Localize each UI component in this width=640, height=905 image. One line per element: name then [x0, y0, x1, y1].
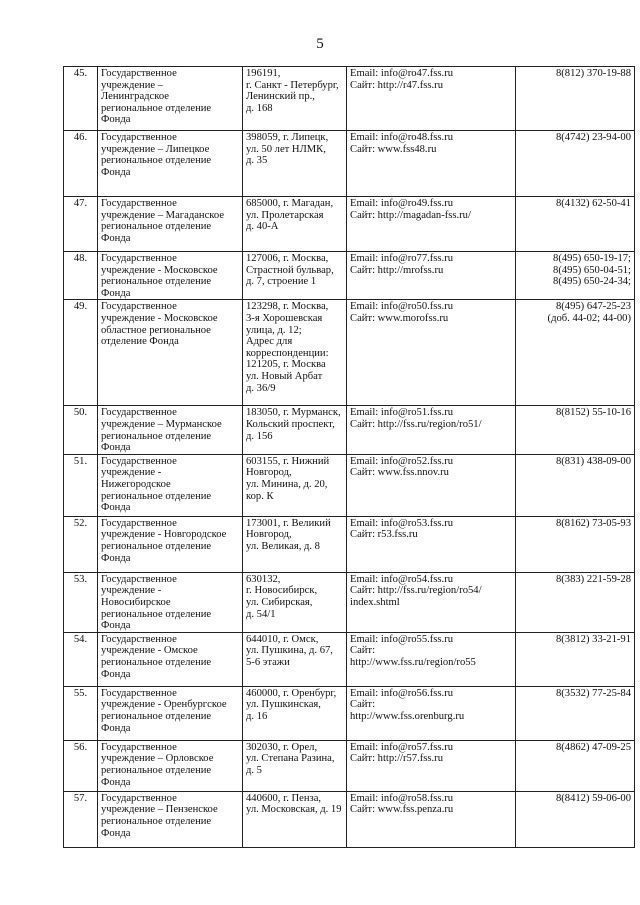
address-line: 685000, г. Магадан, [246, 198, 334, 209]
address-line: ул. Пролетарская [246, 209, 324, 221]
contacts-cell [347, 300, 516, 406]
contact-line: Email: info@ro51.fss.ru [350, 407, 454, 419]
office-name-line: Государственное [101, 407, 177, 419]
contact-line: Сайт: http://r47.fss.ru [350, 79, 443, 91]
phone-line: 8(495) 647-25-23 [555, 301, 631, 313]
address-line: д. 35 [246, 155, 268, 167]
office-name-line: областное региональное [101, 324, 211, 336]
address-line: д. 168 [246, 102, 273, 114]
office-name-line: региональное отделение [101, 815, 212, 827]
contact-line: Email: info@ro54.fss.ru [350, 573, 454, 585]
address-line: ул. Степана Разина, [246, 753, 335, 765]
row-number: 56. [64, 740, 98, 791]
address-line: ул. Московская, д. 19 [246, 804, 342, 816]
office-name-line: учреждение - [101, 585, 162, 597]
contact-line: Сайт: http://fss.ru/region/ro54/ [350, 585, 482, 597]
office-name-line: учреждение – Мурманское [101, 418, 222, 430]
address-cell [243, 686, 347, 740]
address-line: ул. Пушкинская, [246, 699, 321, 711]
phone-line: 8(831) 438-09-00 [555, 455, 631, 467]
office-name-line: учреждение - Оренбургское [101, 699, 227, 711]
row-number: 47. [64, 197, 98, 252]
contact-line: Email: info@ro52.fss.ru [350, 455, 454, 467]
table-row [64, 406, 635, 454]
office-name-line: региональное отделение [101, 710, 212, 722]
address-line: 5-6 этажи [246, 656, 290, 668]
address-cell [243, 67, 347, 131]
address-line: д. 36/9 [246, 382, 276, 394]
contact-line: Сайт: [350, 699, 376, 711]
address-line: 630132, [246, 573, 281, 585]
office-name-cell [98, 131, 243, 197]
phone-cell [516, 131, 635, 197]
address-line: Страстной бульвар, [246, 264, 334, 276]
contact-line: Сайт: [350, 645, 376, 657]
address-line: д. 16 [246, 710, 268, 722]
office-name-line: Фонда [101, 502, 131, 514]
address-cell [243, 300, 347, 406]
office-name-line: учреждение - [101, 467, 162, 479]
address-line: 127006, г. Москва, [246, 253, 329, 264]
address-line: г. Санкт - Петербург, [246, 79, 339, 91]
address-line: улица, д. 12; [246, 324, 302, 336]
address-line: корреспонденции: [246, 347, 329, 359]
contacts-cell [347, 406, 516, 454]
office-name-line: Нижегородское [101, 478, 171, 490]
contact-line: Сайт: www.fss.nnov.ru [350, 467, 449, 479]
office-name-line: Государственное [101, 573, 177, 585]
address-cell [243, 454, 347, 516]
office-name-line: учреждение – Пензенское [101, 804, 218, 816]
phone-cell [516, 686, 635, 740]
contact-line: http://www.fss.orenburg.ru [350, 710, 465, 722]
table-row [64, 197, 635, 252]
office-name-line: учреждение – [101, 79, 164, 91]
contacts-cell [347, 454, 516, 516]
office-name-line: учреждение - Московское [101, 264, 218, 276]
contact-line: Email: info@ro58.fss.ru [350, 792, 454, 804]
contacts-cell [347, 516, 516, 572]
contact-line: http://www.fss.ru/region/ro55 [350, 656, 476, 668]
table-row [64, 791, 635, 847]
address-cell [243, 406, 347, 454]
contact-line: Email: info@ro55.fss.ru [350, 633, 454, 645]
table-row [64, 516, 635, 572]
phone-cell [516, 300, 635, 406]
row-number: 45. [64, 67, 98, 131]
office-name-line: Государственное [101, 198, 177, 209]
phone-line: 8(812) 370-19-88 [555, 68, 631, 79]
address-line: Кольский проспект, [246, 418, 335, 430]
table-row [64, 740, 635, 791]
address-line: д. 156 [246, 430, 273, 442]
address-cell [243, 131, 347, 197]
phone-cell [516, 740, 635, 791]
office-name-cell [98, 516, 243, 572]
office-name-line: Фонда [101, 722, 131, 734]
office-name-cell [98, 197, 243, 252]
contact-line: Сайт: www.morofss.ru [350, 312, 449, 324]
office-name-line: Фонда [101, 827, 131, 839]
table-row [64, 131, 635, 197]
office-name-line: Фонда [101, 552, 131, 564]
office-name-line: Фонда [101, 668, 131, 680]
row-number: 52. [64, 516, 98, 572]
contact-line: Email: info@ro57.fss.ru [350, 741, 454, 753]
office-name-cell [98, 740, 243, 791]
contact-line: Сайт: www.fss.penza.ru [350, 804, 454, 816]
row-number: 50. [64, 406, 98, 454]
table-row [64, 67, 635, 131]
office-name-cell [98, 686, 243, 740]
office-name-line: региональное отделение [101, 430, 212, 442]
row-number: 48. [64, 252, 98, 300]
address-line: г. Новосибирск, [246, 585, 318, 597]
office-name-line: Государственное [101, 253, 177, 264]
phone-cell [516, 516, 635, 572]
address-line: 173001, г. Великий [246, 517, 331, 529]
contact-line: Email: info@ro77.fss.ru [350, 253, 454, 264]
office-name-line: Фонда [101, 287, 131, 299]
address-line: 3-я Хорошевская [246, 312, 323, 324]
table-row [64, 252, 635, 300]
address-line: 121205, г. Москва [246, 359, 326, 371]
address-cell [243, 632, 347, 686]
address-line: д. 40-А [246, 221, 279, 233]
office-name-line: Государственное [101, 741, 177, 753]
contact-line: Сайт: www.fss48.ru [350, 143, 437, 155]
address-line: 183050, г. Мурманск, [246, 407, 341, 419]
phone-line: 8(3532) 77-25-84 [555, 687, 631, 699]
address-line: ул. Новый Арбат [246, 370, 323, 382]
contacts-cell [347, 67, 516, 131]
phone-cell [516, 572, 635, 632]
phone-line: 8(3812) 33-21-91 [555, 633, 631, 645]
office-name-line: Государственное [101, 301, 177, 313]
office-name-cell [98, 67, 243, 131]
office-name-line: региональное отделение [101, 490, 212, 502]
phone-line: (доб. 44-02; 44-00) [547, 312, 631, 324]
office-name-line: Государственное [101, 517, 177, 529]
address-line: Ленинский пр., [246, 91, 315, 103]
office-name-cell [98, 406, 243, 454]
row-number: 51. [64, 454, 98, 516]
phone-line: 8(8162) 73-05-93 [555, 517, 631, 529]
table-body [64, 67, 635, 848]
office-name-line: региональное отделение [101, 155, 212, 167]
address-line: д. 54/1 [246, 608, 276, 620]
phone-line: 8(8152) 55-10-16 [555, 407, 631, 419]
office-name-line: отделение Фонда [101, 336, 179, 348]
office-name-cell [98, 632, 243, 686]
office-name-line: учреждение – Орловское [101, 753, 214, 765]
office-name-line: учреждение – Магаданское [101, 209, 225, 221]
address-line: 398059, г. Липецк, [246, 132, 329, 143]
address-cell [243, 516, 347, 572]
office-name-line: Государственное [101, 132, 177, 143]
office-name-line: Государственное [101, 68, 177, 79]
office-name-line: Государственное [101, 633, 177, 645]
row-number: 55. [64, 686, 98, 740]
office-name-line: Новосибирское [101, 596, 171, 608]
phone-line: 8(495) 650-19-17; [553, 253, 631, 264]
phone-cell [516, 406, 635, 454]
contacts-cell [347, 632, 516, 686]
contacts-cell [347, 686, 516, 740]
office-name-cell [98, 252, 243, 300]
office-name-cell [98, 300, 243, 406]
phone-line: 8(4862) 47-09-25 [555, 741, 631, 753]
contact-line: Сайт: r53.fss.ru [350, 529, 418, 541]
contacts-cell [347, 131, 516, 197]
address-line: 644010, г. Омск, [246, 633, 319, 645]
row-number: 46. [64, 131, 98, 197]
contact-line: index.shtml [350, 596, 400, 608]
office-name-line: Государственное [101, 687, 177, 699]
contacts-cell [347, 572, 516, 632]
office-name-cell [98, 454, 243, 516]
address-line: кор. К [246, 490, 274, 502]
page-number: 5 [316, 36, 324, 52]
address-line: д. 7, строение 1 [246, 276, 317, 288]
phone-line: 8(4742) 23-94-00 [555, 132, 631, 143]
address-line: 460000, г. Оренбург, [246, 687, 337, 699]
contacts-cell [347, 197, 516, 252]
contact-line: Email: info@ro49.fss.ru [350, 198, 454, 209]
office-name-cell [98, 572, 243, 632]
contact-line: Сайт: http://magadan-fss.ru/ [350, 209, 471, 221]
row-number: 53. [64, 572, 98, 632]
phone-cell [516, 791, 635, 847]
office-name-cell [98, 791, 243, 847]
row-number: 49. [64, 300, 98, 406]
office-name-line: региональное отделение [101, 540, 212, 552]
office-name-line: региональное отделение [101, 656, 212, 668]
phone-cell [516, 197, 635, 252]
phone-cell [516, 67, 635, 131]
office-name-line: Фонда [101, 620, 131, 632]
phone-cell [516, 252, 635, 300]
office-name-line: Фонда [101, 114, 131, 126]
contacts-cell [347, 791, 516, 847]
office-name-line: региональное отделение [101, 764, 212, 776]
contact-line: Сайт: http://fss.ru/region/ro51/ [350, 418, 482, 430]
office-name-line: региональное отделение [101, 221, 212, 233]
address-line: ул. Сибирская, [246, 596, 313, 608]
table-row [64, 632, 635, 686]
contact-line: Email: info@ro50.fss.ru [350, 301, 454, 313]
office-name-line: Фонда [101, 442, 131, 454]
address-line: 196191, [246, 68, 281, 79]
address-line: Новгород, [246, 467, 292, 479]
address-cell [243, 252, 347, 300]
phone-line: 8(4132) 62-50-41 [555, 198, 631, 209]
table-row [64, 686, 635, 740]
phone-cell [516, 454, 635, 516]
fund-offices-table [63, 66, 635, 848]
row-number: 54. [64, 632, 98, 686]
office-name-line: региональное отделение [101, 276, 212, 288]
phone-line: 8(495) 650-04-51; [553, 264, 631, 276]
office-name-line: Фонда [101, 776, 131, 788]
address-cell [243, 572, 347, 632]
address-line: ул. Минина, д. 20, [246, 478, 328, 490]
contact-line: Сайт: http://r57.fss.ru [350, 753, 443, 765]
address-line: 123298, г. Москва, [246, 301, 329, 313]
address-line: ул. 50 лет НЛМК, [246, 143, 326, 155]
address-line: Новгород, [246, 529, 292, 541]
address-line: д. 5 [246, 764, 262, 776]
contacts-cell [347, 252, 516, 300]
contact-line: Email: info@ro53.fss.ru [350, 517, 454, 529]
address-cell [243, 740, 347, 791]
table-row [64, 572, 635, 632]
contacts-cell [347, 740, 516, 791]
table-row [64, 300, 635, 406]
office-name-line: региональное отделение [101, 102, 212, 114]
phone-line: 8(8412) 59-06-00 [555, 792, 631, 804]
address-line: 302030, г. Орел, [246, 741, 318, 753]
contact-line: Email: info@ro47.fss.ru [350, 68, 454, 79]
row-number: 57. [64, 791, 98, 847]
address-line: 603155, г. Нижний [246, 455, 330, 467]
address-cell [243, 791, 347, 847]
address-line: ул. Великая, д. 8 [246, 540, 320, 552]
table-row [64, 454, 635, 516]
office-name-line: Фонда [101, 232, 131, 244]
office-name-line: учреждение - Московское [101, 312, 218, 324]
office-name-line: Государственное [101, 792, 177, 804]
office-name-line: региональное отделение [101, 608, 212, 620]
phone-line: 8(495) 650-24-34; [553, 276, 631, 288]
address-line: ул. Пушкина, д. 67, [246, 645, 333, 657]
phone-line: 8(383) 221-59-28 [555, 573, 631, 585]
contact-line: Сайт: http://mrofss.ru [350, 264, 444, 276]
phone-cell [516, 632, 635, 686]
office-name-line: учреждение - Новгородское [101, 529, 227, 541]
office-name-line: Государственное [101, 455, 177, 467]
office-name-line: учреждение - Омское [101, 645, 198, 657]
contact-line: Email: info@ro48.fss.ru [350, 132, 454, 143]
address-line: 440600, г. Пенза, [246, 792, 322, 804]
office-name-line: Фонда [101, 166, 131, 178]
office-name-line: учреждение – Липецкое [101, 143, 210, 155]
address-line: Адрес для [246, 336, 293, 348]
contact-line: Email: info@ro56.fss.ru [350, 687, 454, 699]
office-name-line: Ленинградское [101, 91, 169, 103]
address-cell [243, 197, 347, 252]
